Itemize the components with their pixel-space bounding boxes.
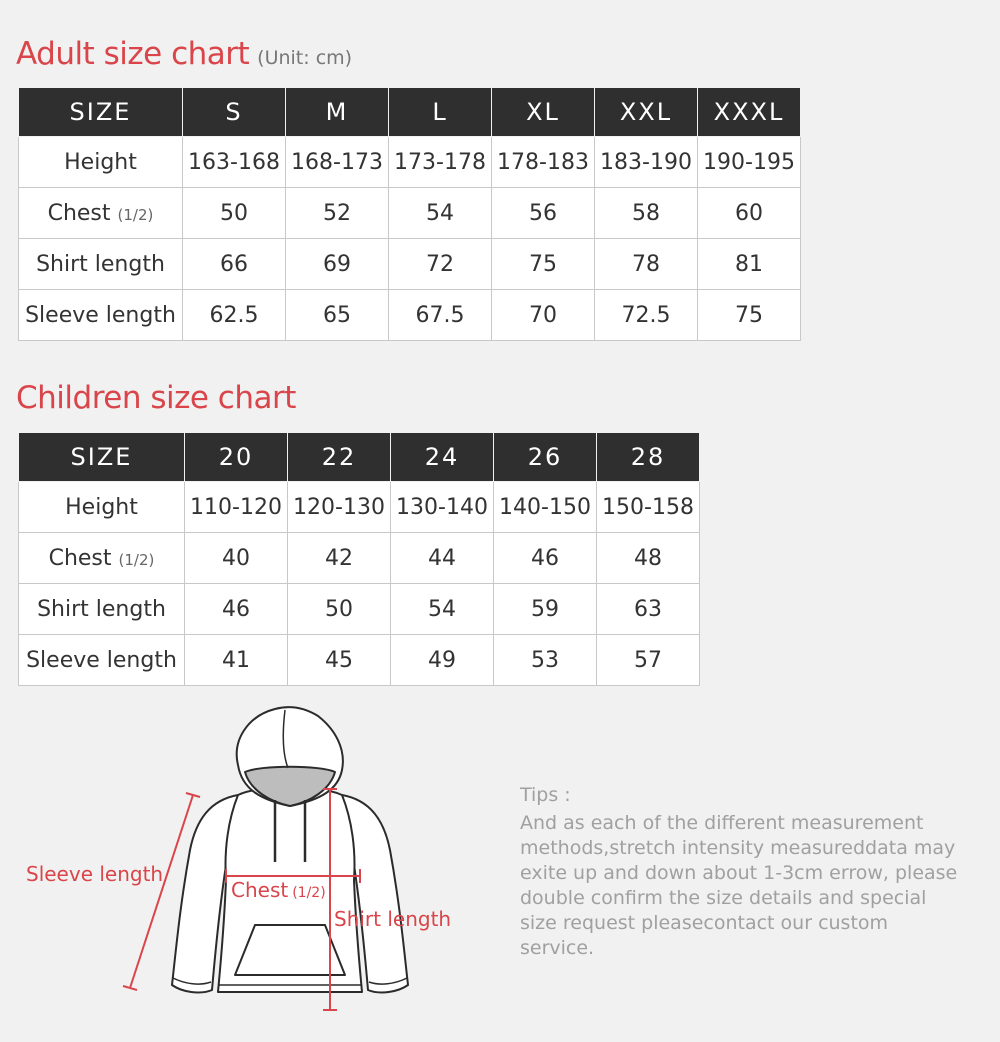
table-cell: 41 (185, 635, 288, 686)
table-cell: 178-183 (492, 137, 595, 188)
header-cell: SIZE (19, 433, 185, 482)
table-cell: 57 (597, 635, 700, 686)
table-cell: 78 (595, 239, 698, 290)
header-cell: M (286, 88, 389, 137)
table-cell: 72 (389, 239, 492, 290)
table-cell: 48 (597, 533, 700, 584)
row-label (19, 482, 185, 533)
sleeve-length-label: Sleeve length (26, 862, 164, 886)
table-cell: 72.5 (595, 290, 698, 341)
header-cell: SIZE (19, 88, 183, 137)
header-cell: S (183, 88, 286, 137)
row-label (19, 584, 185, 635)
table-cell: 130-140 (391, 482, 494, 533)
table-cell: 42 (288, 533, 391, 584)
table-row (19, 137, 801, 188)
table-cell: 168-173 (286, 137, 389, 188)
table-cell: 140-150 (494, 482, 597, 533)
header-cell: 20 (185, 433, 288, 482)
header-cell: 22 (288, 433, 391, 482)
table-cell: 75 (698, 290, 801, 341)
table-header-row (19, 88, 801, 137)
table-cell: 56 (492, 188, 595, 239)
row-label-sub: (1/2) (118, 550, 155, 569)
table-cell: 150-158 (597, 482, 700, 533)
table-row (19, 635, 700, 686)
table-cell: 49 (391, 635, 494, 686)
hoodie-measurement-diagram (0, 700, 520, 1042)
row-label-text: Shirt length (36, 251, 165, 277)
hoodie-icon (172, 707, 408, 992)
row-label-text: Sleeve length (25, 302, 176, 328)
table-cell: 59 (494, 584, 597, 635)
shirt-length-label: Shirt length (334, 907, 452, 931)
table-cell: 54 (389, 188, 492, 239)
row-label (19, 290, 183, 341)
table-cell: 75 (492, 239, 595, 290)
table-cell: 46 (494, 533, 597, 584)
table-cell: 163-168 (183, 137, 286, 188)
table-row (19, 290, 801, 341)
table-cell: 45 (288, 635, 391, 686)
row-label-text: Sleeve length (26, 647, 177, 673)
header-cell: 28 (597, 433, 700, 482)
tips-panel (520, 783, 960, 961)
row-label-text: Height (65, 494, 138, 520)
children-chart-title-text: Children size chart (16, 380, 296, 416)
table-row (19, 188, 801, 239)
table-cell: 173-178 (389, 137, 492, 188)
table-cell: 81 (698, 239, 801, 290)
row-label (19, 635, 185, 686)
adult-chart-title (16, 34, 352, 72)
table-cell: 46 (185, 584, 288, 635)
row-label (19, 188, 183, 239)
children-size-table (18, 432, 700, 686)
table-cell: 62.5 (183, 290, 286, 341)
table-row (19, 482, 700, 533)
table-cell: 120-130 (288, 482, 391, 533)
row-label-text: Chest (47, 200, 111, 226)
header-cell: 26 (494, 433, 597, 482)
row-label (19, 533, 185, 584)
table-cell: 44 (391, 533, 494, 584)
table-row (19, 533, 700, 584)
tips-body: And as each of the different measurement methods,stretch intensity measureddata may exite up and down about 1-3cm errow, please double confirm the size details and special size request pleasecontact our custom service. (520, 812, 958, 959)
table-row (19, 239, 801, 290)
table-cell: 110-120 (185, 482, 288, 533)
row-label (19, 239, 183, 290)
header-cell: XL (492, 88, 595, 137)
table-cell: 183-190 (595, 137, 698, 188)
table-cell: 40 (185, 533, 288, 584)
table-cell: 58 (595, 188, 698, 239)
table-cell: 63 (597, 584, 700, 635)
table-cell: 66 (183, 239, 286, 290)
table-cell: 50 (183, 188, 286, 239)
adult-chart-title-text: Adult size chart (16, 36, 250, 72)
table-cell: 70 (492, 290, 595, 341)
table-header-row (19, 433, 700, 482)
header-cell: 24 (391, 433, 494, 482)
table-cell: 65 (286, 290, 389, 341)
row-label-text: Height (64, 149, 137, 175)
table-cell: 50 (288, 584, 391, 635)
table-cell: 53 (494, 635, 597, 686)
row-label-text: Shirt length (37, 596, 166, 622)
table-cell: 52 (286, 188, 389, 239)
header-cell: XXL (595, 88, 698, 137)
table-cell: 54 (391, 584, 494, 635)
chest-label-sub: (1/2) (292, 885, 326, 901)
table-row (19, 584, 700, 635)
table-cell: 69 (286, 239, 389, 290)
row-label-text: Chest (48, 545, 112, 571)
tips-title: Tips : (520, 784, 571, 806)
row-label (19, 137, 183, 188)
row-label-sub: (1/2) (117, 205, 154, 224)
header-cell: XXXL (698, 88, 801, 137)
table-cell: 60 (698, 188, 801, 239)
children-chart-title (16, 378, 296, 416)
header-cell: L (389, 88, 492, 137)
table-cell: 67.5 (389, 290, 492, 341)
chest-label-text: Chest (231, 878, 289, 902)
unit-note: (Unit: cm) (257, 47, 353, 69)
adult-size-table (18, 87, 801, 341)
table-cell: 190-195 (698, 137, 801, 188)
